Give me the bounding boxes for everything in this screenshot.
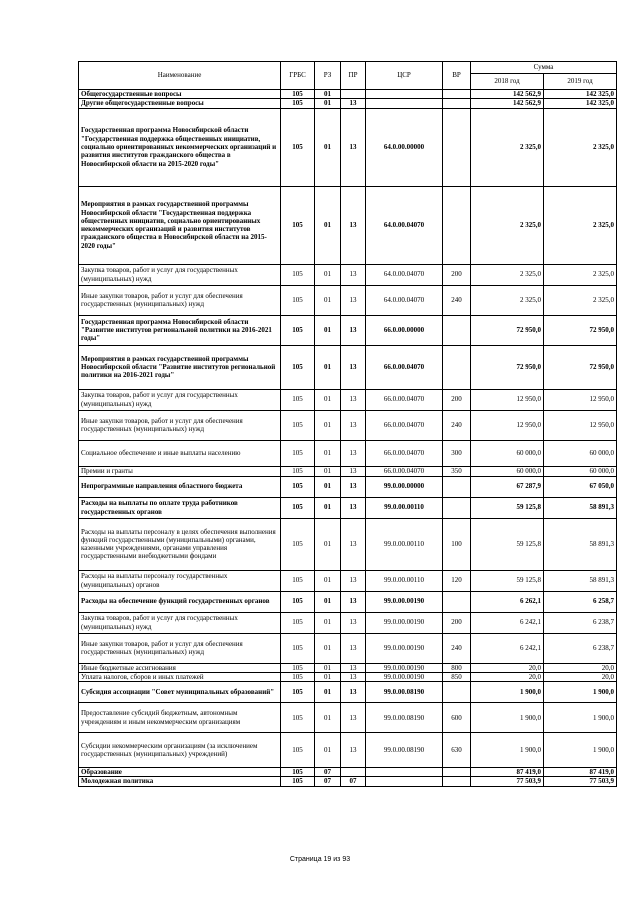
cell-name: Субсидия ассоциации "Совет муниципальных образований" [79, 682, 281, 703]
table-row [79, 410, 617, 440]
cell-2018: 1 900,0 [471, 733, 544, 768]
cell-2019: 6 238,7 [544, 633, 617, 663]
table-row [79, 264, 617, 285]
cell-csr [366, 99, 443, 108]
cell-name: Общегосударственные вопросы [79, 90, 281, 99]
header-sum: Сумма [471, 62, 617, 74]
cell-grbs: 105 [281, 672, 315, 681]
cell-grbs: 105 [281, 90, 315, 99]
cell-2018: 6 242,1 [471, 612, 544, 633]
cell-grbs: 105 [281, 497, 315, 518]
cell-name: Другие общегосударственные вопросы [79, 99, 281, 108]
cell-2018: 6 242,1 [471, 633, 544, 663]
cell-pr: 13 [341, 703, 366, 733]
cell-rz: 01 [315, 440, 341, 466]
cell-csr: 64.0.00.00000 [366, 108, 443, 186]
cell-2019: 20,0 [544, 663, 617, 672]
cell-2018: 142 562,9 [471, 99, 544, 108]
cell-csr: 66.0.00.04070 [366, 389, 443, 410]
table-row [79, 682, 617, 703]
cell-2018: 72 950,0 [471, 345, 544, 389]
cell-vr: 850 [443, 672, 471, 681]
cell-grbs: 105 [281, 466, 315, 476]
cell-2018: 87 419,0 [471, 768, 544, 777]
cell-vr [443, 99, 471, 108]
cell-2018: 67 287,9 [471, 476, 544, 497]
table-row [79, 90, 617, 99]
cell-rz: 01 [315, 466, 341, 476]
cell-pr: 13 [341, 633, 366, 663]
cell-vr [443, 768, 471, 777]
cell-name: Непрограммные направления областного бюджета [79, 476, 281, 497]
cell-rz: 01 [315, 612, 341, 633]
cell-pr: 13 [341, 389, 366, 410]
cell-name: Иные бюджетные ассигнования [79, 663, 281, 672]
cell-vr: 800 [443, 663, 471, 672]
cell-2018: 2 325,0 [471, 264, 544, 285]
cell-2018: 72 950,0 [471, 315, 544, 345]
cell-grbs: 105 [281, 99, 315, 108]
cell-rz: 01 [315, 682, 341, 703]
cell-pr: 13 [341, 186, 366, 264]
cell-csr [366, 90, 443, 99]
cell-vr: 200 [443, 389, 471, 410]
cell-pr: 13 [341, 612, 366, 633]
cell-csr: 99.0.00.00110 [366, 497, 443, 518]
cell-csr [366, 768, 443, 777]
cell-2018: 6 262,1 [471, 591, 544, 612]
cell-2018: 59 125,8 [471, 497, 544, 518]
header-pr: ПР [341, 62, 366, 90]
cell-2019: 58 891,3 [544, 570, 617, 591]
cell-csr: 99.0.00.00110 [366, 518, 443, 570]
cell-pr: 13 [341, 108, 366, 186]
cell-2018: 59 125,8 [471, 518, 544, 570]
cell-name: Предоставление субсидий бюджетным, автономным учреждениям и иным некоммерческим организациям [79, 703, 281, 733]
cell-2019: 142 325,0 [544, 90, 617, 99]
cell-grbs: 105 [281, 389, 315, 410]
cell-name: Образование [79, 768, 281, 777]
cell-rz: 01 [315, 663, 341, 672]
table-row [79, 345, 617, 389]
table-row [79, 389, 617, 410]
table-row [79, 612, 617, 633]
table-row [79, 518, 617, 570]
cell-name: Социальное обеспечение и иные выплаты населению [79, 440, 281, 466]
cell-2019: 12 950,0 [544, 389, 617, 410]
cell-2018: 20,0 [471, 663, 544, 672]
cell-grbs: 105 [281, 108, 315, 186]
cell-pr: 13 [341, 733, 366, 768]
table-row [79, 285, 617, 315]
cell-grbs: 105 [281, 476, 315, 497]
cell-rz: 01 [315, 672, 341, 681]
cell-name: Расходы на выплаты персоналу государственных (муниципальных) органов [79, 570, 281, 591]
cell-name: Расходы на обеспечение функций государственных органов [79, 591, 281, 612]
cell-name: Премии и гранты [79, 466, 281, 476]
cell-grbs: 105 [281, 612, 315, 633]
cell-grbs: 105 [281, 410, 315, 440]
cell-rz: 01 [315, 570, 341, 591]
cell-2018: 2 325,0 [471, 285, 544, 315]
cell-2019: 77 503,9 [544, 777, 617, 786]
cell-2019: 72 950,0 [544, 345, 617, 389]
cell-vr: 630 [443, 733, 471, 768]
cell-csr: 99.0.00.00190 [366, 591, 443, 612]
cell-2019: 58 891,3 [544, 497, 617, 518]
cell-2019: 60 000,0 [544, 466, 617, 476]
cell-csr: 66.0.00.04070 [366, 345, 443, 389]
table-row [79, 591, 617, 612]
cell-pr: 13 [341, 285, 366, 315]
cell-rz: 01 [315, 90, 341, 99]
cell-csr: 64.0.00.04070 [366, 264, 443, 285]
cell-vr: 350 [443, 466, 471, 476]
cell-vr [443, 476, 471, 497]
cell-2019: 1 900,0 [544, 682, 617, 703]
cell-grbs: 105 [281, 570, 315, 591]
budget-table-container [78, 61, 616, 787]
table-body [79, 90, 617, 787]
cell-rz: 01 [315, 518, 341, 570]
cell-name: Иные закупки товаров, работ и услуг для обеспечения государственных (муниципальных) нужд [79, 633, 281, 663]
cell-csr: 64.0.00.04070 [366, 285, 443, 315]
cell-2018: 142 562,9 [471, 90, 544, 99]
cell-pr: 13 [341, 518, 366, 570]
cell-grbs: 105 [281, 733, 315, 768]
cell-vr: 300 [443, 440, 471, 466]
cell-pr: 13 [341, 672, 366, 681]
header-name: Наименование [79, 62, 281, 90]
cell-2019: 20,0 [544, 672, 617, 681]
cell-csr: 99.0.00.08190 [366, 733, 443, 768]
table-row [79, 497, 617, 518]
table-row [79, 703, 617, 733]
cell-pr [341, 768, 366, 777]
header-csr: ЦСР [366, 62, 443, 90]
table-row [79, 777, 617, 786]
cell-grbs: 105 [281, 345, 315, 389]
cell-rz: 01 [315, 345, 341, 389]
cell-2018: 20,0 [471, 672, 544, 681]
cell-2019: 1 900,0 [544, 703, 617, 733]
cell-pr: 13 [341, 591, 366, 612]
cell-2019: 2 325,0 [544, 108, 617, 186]
cell-vr [443, 108, 471, 186]
cell-rz: 01 [315, 315, 341, 345]
cell-csr [366, 777, 443, 786]
cell-rz: 01 [315, 633, 341, 663]
cell-name: Государственная программа Новосибирской области "Государственная поддержка общественных инициатив, социально ориентированных некоммерческих организаций и развития институтов гражданского общества в Новосибирской области на 2015-2020 годы" [79, 108, 281, 186]
cell-2018: 1 900,0 [471, 682, 544, 703]
cell-grbs: 105 [281, 777, 315, 786]
cell-vr: 240 [443, 285, 471, 315]
cell-vr: 100 [443, 518, 471, 570]
cell-csr: 66.0.00.04070 [366, 466, 443, 476]
cell-vr: 120 [443, 570, 471, 591]
cell-2018: 2 325,0 [471, 186, 544, 264]
cell-rz: 07 [315, 777, 341, 786]
cell-grbs: 105 [281, 633, 315, 663]
cell-pr: 13 [341, 315, 366, 345]
cell-grbs: 105 [281, 186, 315, 264]
cell-name: Уплата налогов, сборов и иных платежей [79, 672, 281, 681]
cell-vr [443, 777, 471, 786]
cell-rz: 07 [315, 768, 341, 777]
cell-grbs: 105 [281, 591, 315, 612]
cell-pr: 13 [341, 440, 366, 466]
cell-2019: 12 950,0 [544, 410, 617, 440]
cell-name: Молодежная политика [79, 777, 281, 786]
cell-vr: 600 [443, 703, 471, 733]
table-row [79, 440, 617, 466]
cell-vr [443, 682, 471, 703]
cell-name: Иные закупки товаров, работ и услуг для обеспечения государственных (муниципальных) нужд [79, 410, 281, 440]
table-row [79, 186, 617, 264]
cell-grbs: 105 [281, 315, 315, 345]
cell-2019: 1 900,0 [544, 733, 617, 768]
cell-rz: 01 [315, 703, 341, 733]
cell-grbs: 105 [281, 768, 315, 777]
cell-name: Расходы на выплаты по оплате труда работников государственных органов [79, 497, 281, 518]
cell-name: Закупка товаров, работ и услуг для государственных (муниципальных) нужд [79, 264, 281, 285]
table-row [79, 570, 617, 591]
table-row [79, 476, 617, 497]
cell-csr: 66.0.00.00000 [366, 315, 443, 345]
cell-csr: 66.0.00.04070 [366, 440, 443, 466]
cell-2019: 142 325,0 [544, 99, 617, 108]
cell-2018: 77 503,9 [471, 777, 544, 786]
cell-vr [443, 345, 471, 389]
cell-pr: 13 [341, 264, 366, 285]
cell-rz: 01 [315, 476, 341, 497]
cell-grbs: 105 [281, 682, 315, 703]
table-row [79, 663, 617, 672]
cell-name: Иные закупки товаров, работ и услуг для обеспечения государственных (муниципальных) нужд [79, 285, 281, 315]
cell-2018: 60 000,0 [471, 440, 544, 466]
cell-2019: 6 258,7 [544, 591, 617, 612]
cell-pr [341, 90, 366, 99]
cell-name: Расходы на выплаты персоналу в целях обеспечения выполнения функций государственными (муниципальными) органами, казенными учреждениями, органами управления государственными внебюджетными фондами [79, 518, 281, 570]
cell-grbs: 105 [281, 264, 315, 285]
budget-table [78, 61, 617, 787]
cell-2018: 59 125,8 [471, 570, 544, 591]
cell-pr: 07 [341, 777, 366, 786]
cell-2019: 87 419,0 [544, 768, 617, 777]
cell-2018: 2 325,0 [471, 108, 544, 186]
header-2018: 2018 год [471, 74, 544, 90]
cell-csr: 99.0.00.00110 [366, 570, 443, 591]
table-row [79, 466, 617, 476]
cell-2019: 2 325,0 [544, 186, 617, 264]
header-rz: РЗ [315, 62, 341, 90]
cell-pr: 13 [341, 476, 366, 497]
cell-name: Закупка товаров, работ и услуг для государственных (муниципальных) нужд [79, 389, 281, 410]
cell-csr: 99.0.00.00190 [366, 633, 443, 663]
cell-vr: 240 [443, 633, 471, 663]
cell-rz: 01 [315, 497, 341, 518]
cell-vr: 200 [443, 264, 471, 285]
cell-csr: 99.0.00.00190 [366, 663, 443, 672]
table-row [79, 733, 617, 768]
cell-2018: 12 950,0 [471, 410, 544, 440]
cell-rz: 01 [315, 99, 341, 108]
cell-vr [443, 90, 471, 99]
cell-grbs: 105 [281, 703, 315, 733]
table-row [79, 108, 617, 186]
header-grbs: ГРБС [281, 62, 315, 90]
cell-vr [443, 315, 471, 345]
cell-vr: 200 [443, 612, 471, 633]
cell-2019: 58 891,3 [544, 518, 617, 570]
cell-2019: 2 325,0 [544, 264, 617, 285]
cell-2018: 1 900,0 [471, 703, 544, 733]
cell-vr [443, 591, 471, 612]
header-2019: 2019 год [544, 74, 617, 90]
cell-2019: 67 050,0 [544, 476, 617, 497]
cell-pr: 13 [341, 99, 366, 108]
cell-2019: 6 238,7 [544, 612, 617, 633]
cell-csr: 99.0.00.08190 [366, 682, 443, 703]
cell-pr: 13 [341, 410, 366, 440]
table-row [79, 315, 617, 345]
cell-csr: 99.0.00.08190 [366, 703, 443, 733]
cell-rz: 01 [315, 591, 341, 612]
cell-name: Закупка товаров, работ и услуг для государственных (муниципальных) нужд [79, 612, 281, 633]
cell-grbs: 105 [281, 440, 315, 466]
cell-rz: 01 [315, 410, 341, 440]
page-footer: Страница 19 из 93 [289, 856, 351, 863]
cell-name: Государственная программа Новосибирской области "Развитие институтов региональной политики на 2016-2021 годы" [79, 315, 281, 345]
cell-rz: 01 [315, 389, 341, 410]
cell-grbs: 105 [281, 518, 315, 570]
cell-pr: 13 [341, 345, 366, 389]
cell-csr: 99.0.00.00190 [366, 672, 443, 681]
cell-grbs: 105 [281, 285, 315, 315]
cell-2019: 2 325,0 [544, 285, 617, 315]
cell-pr: 13 [341, 682, 366, 703]
table-row [79, 633, 617, 663]
cell-pr: 13 [341, 466, 366, 476]
table-row [79, 99, 617, 108]
cell-rz: 01 [315, 108, 341, 186]
cell-rz: 01 [315, 285, 341, 315]
cell-name: Субсидии некоммерческим организациям (за исключением государственных (муниципальных) учреждений) [79, 733, 281, 768]
cell-csr: 99.0.00.00000 [366, 476, 443, 497]
cell-name: Мероприятия в рамках государственной программы Новосибирской области "Государственная поддержка общественных инициатив, социально ориентированных некоммерческих организаций и развития институтов гражданского общества в Новосибирской области на 2015-2020 годы" [79, 186, 281, 264]
cell-vr [443, 497, 471, 518]
cell-pr: 13 [341, 570, 366, 591]
table-row [79, 672, 617, 681]
table-row [79, 768, 617, 777]
cell-vr: 240 [443, 410, 471, 440]
cell-name: Мероприятия в рамках государственной программы Новосибирской области "Развитие институтов региональной политики на 2016-2021 годы" [79, 345, 281, 389]
cell-2019: 72 950,0 [544, 315, 617, 345]
cell-grbs: 105 [281, 663, 315, 672]
cell-pr: 13 [341, 497, 366, 518]
cell-csr: 99.0.00.00190 [366, 612, 443, 633]
cell-pr: 13 [341, 663, 366, 672]
cell-2018: 12 950,0 [471, 389, 544, 410]
cell-csr: 66.0.00.04070 [366, 410, 443, 440]
cell-rz: 01 [315, 733, 341, 768]
cell-vr [443, 186, 471, 264]
cell-2019: 60 000,0 [544, 440, 617, 466]
cell-rz: 01 [315, 186, 341, 264]
header-vr: ВР [443, 62, 471, 90]
cell-2018: 60 000,0 [471, 466, 544, 476]
cell-csr: 64.0.00.04070 [366, 186, 443, 264]
cell-rz: 01 [315, 264, 341, 285]
